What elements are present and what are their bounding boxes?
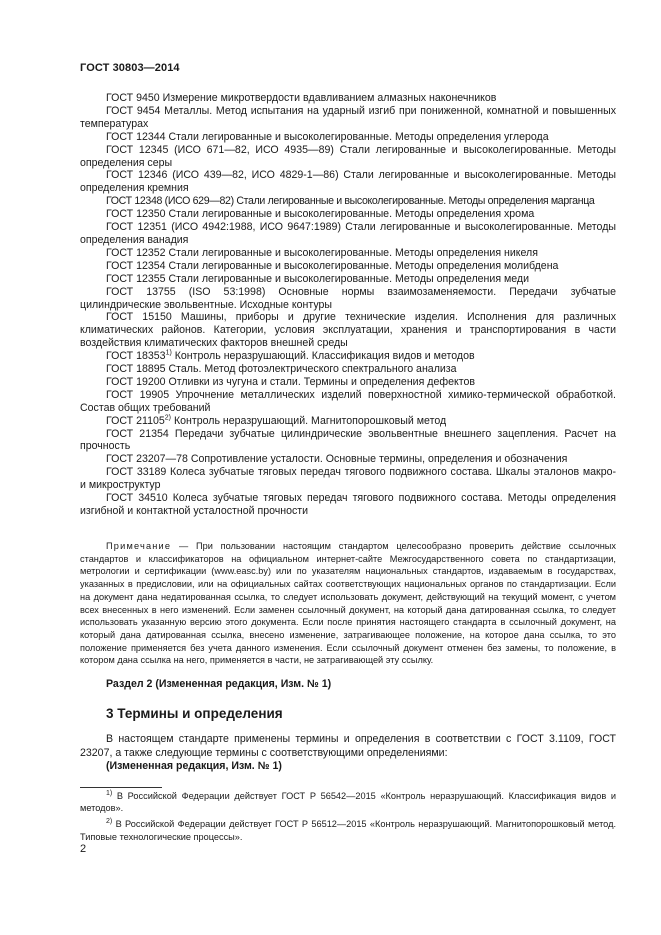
document-header: ГОСТ 30803—2014 bbox=[80, 62, 180, 74]
footnote-divider bbox=[80, 787, 162, 788]
page-number: 2 bbox=[80, 843, 87, 855]
note-label: Примечание bbox=[106, 541, 172, 551]
reference-item: ГОСТ 12354 Стали легированные и высоколегированные. Методы определения молибдена bbox=[106, 259, 559, 272]
reference-item: ГОСТ 12352 Стали легированные и высоколегированные. Методы определения никеля bbox=[106, 246, 538, 259]
footnote-mark: 2) bbox=[106, 818, 113, 826]
reference-item: ГОСТ 13755 (ISO 53:1998) Основные нормы взаимозаменяемости. Передачи зубчатые цилиндрические эвольвентные. Исходные контуры bbox=[80, 285, 616, 311]
reference-item: ГОСТ 21105$^{2)}$ Контроль неразрушающий. Магнитопорошковый метод bbox=[106, 414, 447, 427]
reference-item: ГОСТ 12355 Стали легированные и высоколегированные. Методы определения меди bbox=[106, 272, 530, 285]
reference-item: ГОСТ 9454 Металлы. Метод испытания на ударный изгиб при пониженной, комнатной и повышенных температурах bbox=[80, 104, 616, 130]
reference-item: ГОСТ 12350 Стали легированные и высоколегированные. Методы определения хрома bbox=[106, 208, 535, 221]
footnote-ref: 2) bbox=[164, 414, 172, 422]
footnote-mark: 1) bbox=[106, 789, 113, 797]
reference-item: ГОСТ 12345 (ИСО 671—82, ИСО 4935—89) Стали легированные и высоколегированные. Методы определения серы bbox=[80, 143, 616, 169]
section-3-edit-note: (Измененная редакция, Изм. № 1) bbox=[106, 760, 282, 773]
reference-item: ГОСТ 12346 (ИСО 439—82, ИСО 4829-1—86) Стали легированные и высоколегированные. Методы определения кремния bbox=[80, 169, 616, 195]
reference-item: ГОСТ 9450 Измерение микротвердости вдавливанием алмазных наконечников bbox=[106, 92, 497, 104]
reference-item: ГОСТ 15150 Машины, приборы и другие технические изделия. Исполнения для различных климатических районов. Категории, условия эксплуатации, хранения и транспортирования в части воздействия климатических факторов внешней среды bbox=[80, 311, 616, 350]
section-3-title: 3 Термины и определения bbox=[106, 706, 283, 721]
reference-item: ГОСТ 12348 (ИСО 629—82) Стали легированные и высоколегированные. Методы определения марганца bbox=[106, 195, 595, 208]
reference-item: ГОСТ 18895 Сталь. Метод фотоэлектрического спектрального анализа bbox=[106, 363, 457, 376]
footnote-item: $^{2)}$ В Российской Федерации действует ГОСТ Р 56512—2015 «Контроль неразрушающий. Магнитопорошковый метод. Типовые технологические процессы». bbox=[80, 818, 616, 842]
section-3-paragraph: В настоящем стандарте применены термины и определения в соответствии с ГОСТ 3.1109, ГОСТ 23207, а также следующие термины с соответствующими определениями: bbox=[80, 733, 616, 759]
reference-item: ГОСТ 12344 Стали легированные и высоколегированные. Методы определения углерода bbox=[106, 130, 549, 143]
reference-item: ГОСТ 34510 Колеса зубчатые тяговых передач тягового подвижного состава. Методы определения изгибной и контактной усталостной прочности bbox=[80, 492, 616, 517]
reference-item: ГОСТ 19200 Отливки из чугуна и стали. Термины и определения дефектов bbox=[106, 375, 475, 388]
reference-item: ГОСТ 21354 Передачи зубчатые цилиндрические эвольвентные внешнего зацепления. Расчет на прочность bbox=[80, 427, 616, 453]
reference-item: ГОСТ 12351 (ИСО 4942:1988, ИСО 9647:1989) Стали легированные и высоколегированные. Методы определения ванадия bbox=[80, 221, 616, 246]
footnote-ref: 1) bbox=[165, 349, 172, 357]
normative-references-list bbox=[80, 92, 616, 518]
reference-item: ГОСТ 18353$^{1)}$ Контроль неразрушающий. Классификация видов и методов bbox=[106, 349, 475, 363]
reference-item: ГОСТ 23207—78 Сопротивление усталости. Основные термины, определения и обозначения bbox=[106, 453, 568, 466]
section-2-edit-note: Раздел 2 (Измененная редакция, Изм. № 1) bbox=[106, 678, 332, 690]
footnote-item: $^{1)}$ В Российской Федерации действует ГОСТ Р 56542—2015 «Контроль неразрушающий. Классификация видов и методов». bbox=[80, 789, 616, 814]
reference-item: ГОСТ 33189 Колеса зубчатые тяговых передач тягового подвижного состава. Шкалы эталонов макро- и микроструктур bbox=[80, 466, 616, 492]
note-paragraph bbox=[80, 540, 616, 667]
footnotes bbox=[80, 790, 616, 847]
note-text: — При пользовании настоящим стандартом целесообразно проверить действие ссылочных стандартов и классификаторов на официальном интернет-сайте Межгосударственного совета по стандартизации, метрологии и сертификации (www.easc.by) или по указателям национальных стандартов, издаваемым в государствах, указанных в предисловии, или на официальных сайтах соответствующих национальных органов по стандартизации. Если на документ дана недатированная ссылка, то следует использовать документ, действующий на текущий момент, с учетом всех внесенных в него изменений. Если заменен ссылочный документ, на который дана датированная ссылка, то следует использовать указанную версию этого документа. Если после принятия настоящего стандарта в ссылочный документ, на который дана датированная ссылка, внесено изменение, затрагивающее положение, на которое дана ссылка, то это положение применяется без учета данного изменения. Если ссылочный документ отменен без замены, то положение, в котором дана ссылка на него, применяется в части, не затрагивающей эту ссылку. bbox=[80, 541, 616, 666]
reference-item: ГОСТ 19905 Упрочнение металлических изделий поверхностной химико-термической обработкой. Состав общих требований bbox=[80, 388, 616, 414]
section-3-body bbox=[80, 733, 616, 774]
